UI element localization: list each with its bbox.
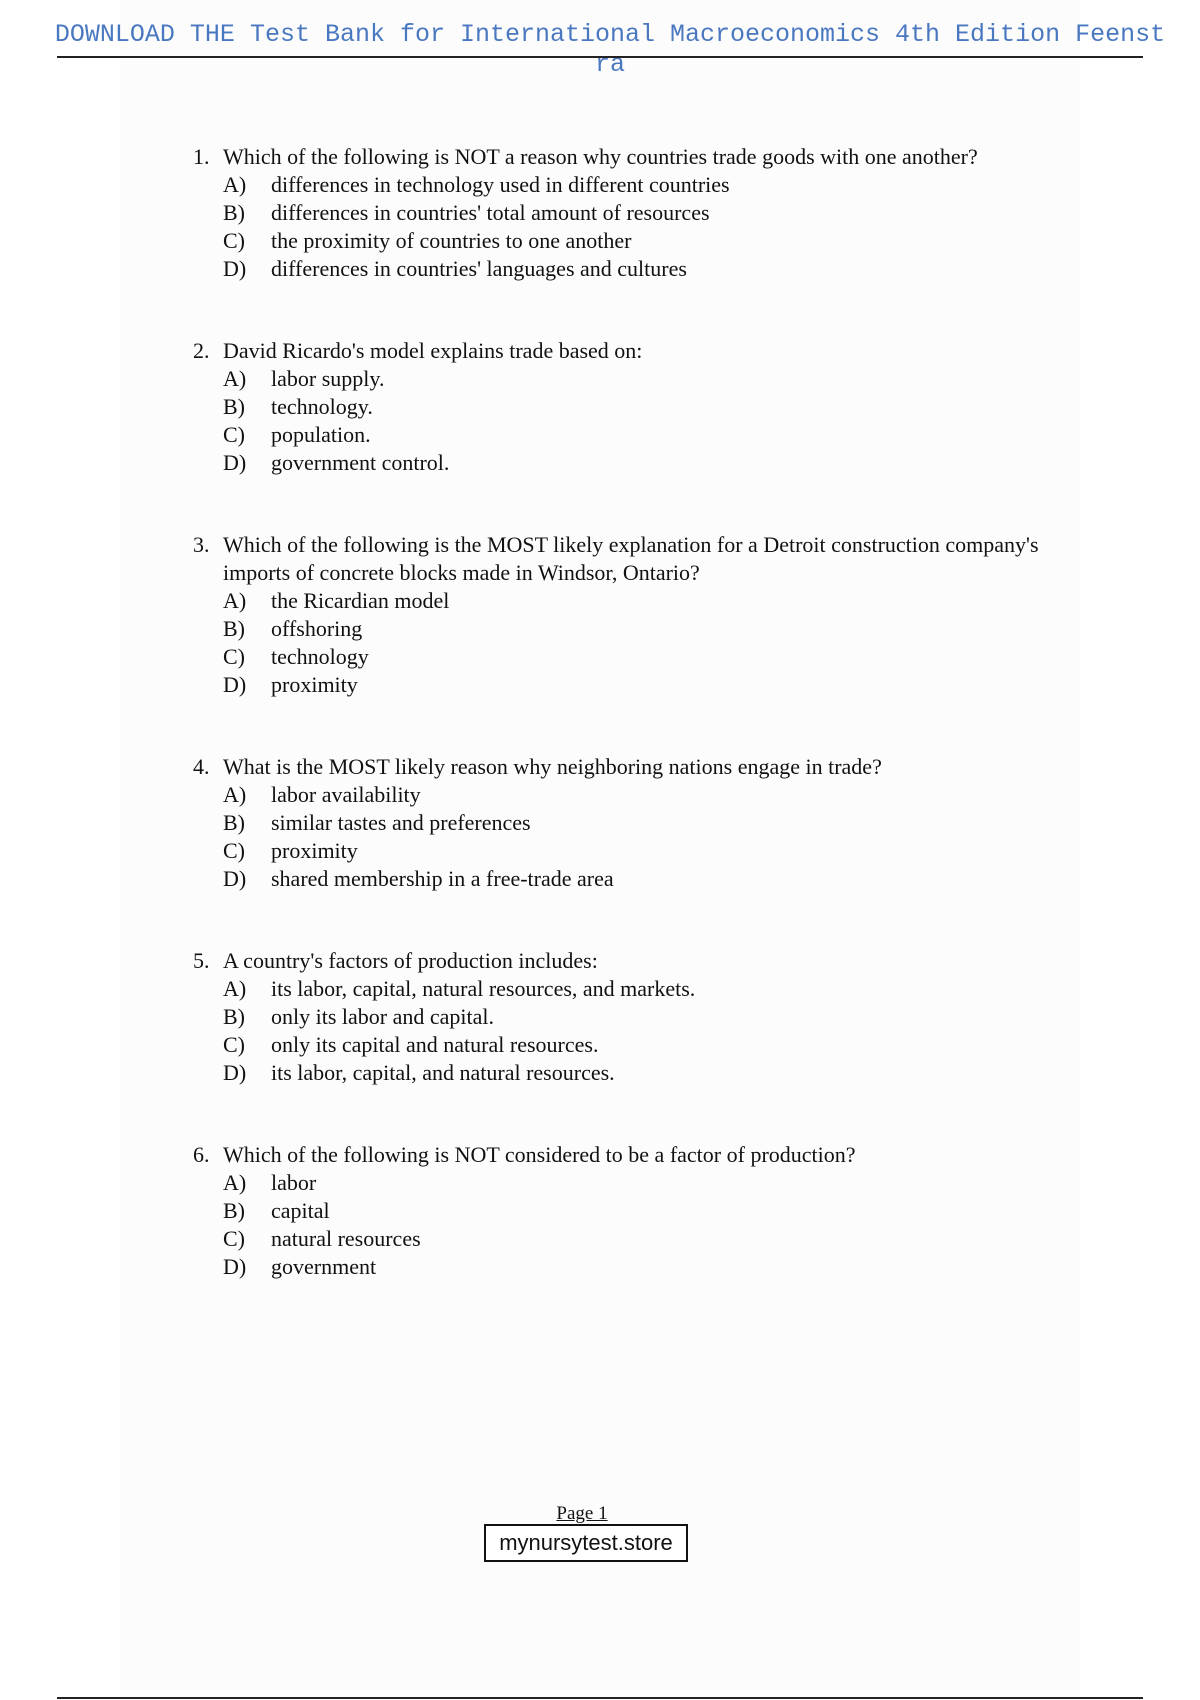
question-stem: [193, 947, 1093, 975]
answer-option-c: [193, 1031, 1093, 1059]
question-text: A country's factors of production includes:: [223, 948, 598, 973]
question-number: 2.: [193, 338, 210, 363]
answer-options: [193, 171, 1093, 283]
question-list: [193, 143, 1093, 1281]
option-letter: D): [223, 1254, 247, 1279]
option-text: natural resources: [271, 1226, 421, 1251]
answer-option-c: [193, 643, 1093, 671]
option-text: proximity: [271, 838, 358, 863]
answer-option-b: [193, 1003, 1093, 1031]
option-letter: C): [223, 838, 245, 863]
answer-option-a: [193, 781, 1093, 809]
option-text: offshoring: [271, 616, 363, 641]
option-text: technology: [271, 644, 369, 669]
option-text: only its capital and natural resources.: [271, 1032, 599, 1057]
question-1: [193, 143, 1093, 283]
answer-option-c: [193, 421, 1093, 449]
option-text: labor supply.: [271, 366, 385, 391]
option-text: differences in technology used in different countries: [271, 172, 730, 197]
option-letter: C): [223, 1226, 245, 1251]
option-letter: D): [223, 672, 247, 697]
option-text: capital: [271, 1198, 330, 1223]
option-text: population.: [271, 422, 371, 447]
question-text: Which of the following is NOT a reason why countries trade goods with one another?: [223, 144, 978, 169]
option-letter: B): [223, 200, 245, 225]
question-6: [193, 1141, 1093, 1281]
option-letter: D): [223, 1060, 247, 1085]
option-letter: D): [223, 256, 247, 281]
option-text: proximity: [271, 672, 358, 697]
answer-option-b: [193, 615, 1093, 643]
question-stem: [193, 143, 1093, 171]
download-link[interactable]: DOWNLOAD THE Test Bank for International Macroeconomics 4th Edition Feenstra: [54, 20, 1166, 79]
question-text: Which of the following is NOT considered to be a factor of production?: [223, 1142, 856, 1167]
answer-options: [193, 365, 1093, 477]
answer-option-c: [193, 1225, 1093, 1253]
answer-option-b: [193, 1197, 1093, 1225]
answer-options: [193, 975, 1093, 1087]
option-letter: C): [223, 644, 245, 669]
option-text: shared membership in a free-trade area: [271, 866, 614, 891]
answer-option-b: [193, 393, 1093, 421]
option-letter: B): [223, 616, 245, 641]
answer-option-b: [193, 809, 1093, 837]
watermark-stamp: mynursytest.store: [484, 1524, 688, 1562]
answer-options: [193, 587, 1093, 699]
option-text: labor: [271, 1170, 317, 1195]
answer-option-a: [193, 975, 1093, 1003]
answer-option-d: [193, 255, 1093, 283]
option-letter: B): [223, 1004, 245, 1029]
option-text: differences in countries' total amount of resources: [271, 200, 710, 225]
answer-option-d: [193, 865, 1093, 893]
question-stem: [193, 753, 1093, 781]
footer-divider: [57, 1697, 1143, 1699]
question-number: 4.: [193, 754, 210, 779]
option-text: differences in countries' languages and cultures: [271, 256, 687, 281]
question-5: [193, 947, 1093, 1087]
answer-options: [193, 781, 1093, 893]
question-number: 6.: [193, 1142, 210, 1167]
answer-option-a: [193, 365, 1093, 393]
option-text: similar tastes and preferences: [271, 810, 531, 835]
header-divider: [57, 56, 1143, 58]
option-text: labor availability: [271, 782, 421, 807]
answer-option-d: [193, 1059, 1093, 1087]
question-4: [193, 753, 1093, 893]
question-number: 5.: [193, 948, 210, 973]
answer-option-b: [193, 199, 1093, 227]
answer-option-a: [193, 587, 1093, 615]
option-letter: A): [223, 782, 247, 807]
option-letter: A): [223, 588, 247, 613]
option-text: its labor, capital, natural resources, and markets.: [271, 976, 696, 1001]
answer-option-d: [193, 449, 1093, 477]
answer-option-a: [193, 171, 1093, 199]
option-letter: A): [223, 976, 247, 1001]
option-text: the proximity of countries to one another: [271, 228, 632, 253]
option-text: only its labor and capital.: [271, 1004, 494, 1029]
question-stem: [193, 1141, 1093, 1169]
option-letter: B): [223, 1198, 245, 1223]
answer-option-c: [193, 227, 1093, 255]
option-letter: B): [223, 394, 245, 419]
question-text: David Ricardo's model explains trade based on:: [223, 338, 643, 363]
option-text: government control.: [271, 450, 450, 475]
question-text: What is the MOST likely reason why neighboring nations engage in trade?: [223, 754, 882, 779]
answer-option-d: [193, 1253, 1093, 1281]
question-3: [193, 531, 1093, 699]
option-letter: B): [223, 810, 245, 835]
option-letter: D): [223, 866, 247, 891]
answer-option-c: [193, 837, 1093, 865]
question-number: 3.: [193, 532, 210, 557]
option-text: technology.: [271, 394, 373, 419]
option-letter: A): [223, 366, 247, 391]
answer-option-d: [193, 671, 1093, 699]
option-letter: D): [223, 450, 247, 475]
option-text: the Ricardian model: [271, 588, 450, 613]
answer-options: [193, 1169, 1093, 1281]
question-2: [193, 337, 1093, 477]
option-letter: A): [223, 1170, 247, 1195]
question-text: Which of the following is the MOST likely explanation for a Detroit construction company's imports of concrete blocks made in Windsor, Ontario?: [223, 532, 1039, 585]
question-stem: [193, 337, 1093, 365]
question-stem: [193, 531, 1093, 587]
answer-option-a: [193, 1169, 1093, 1197]
option-text: government: [271, 1254, 377, 1279]
option-letter: C): [223, 422, 245, 447]
option-letter: A): [223, 172, 247, 197]
question-number: 1.: [193, 144, 210, 169]
page-number: Page 1: [556, 1503, 608, 1524]
option-letter: C): [223, 1032, 245, 1057]
option-letter: C): [223, 228, 245, 253]
option-text: its labor, capital, and natural resources.: [271, 1060, 615, 1085]
